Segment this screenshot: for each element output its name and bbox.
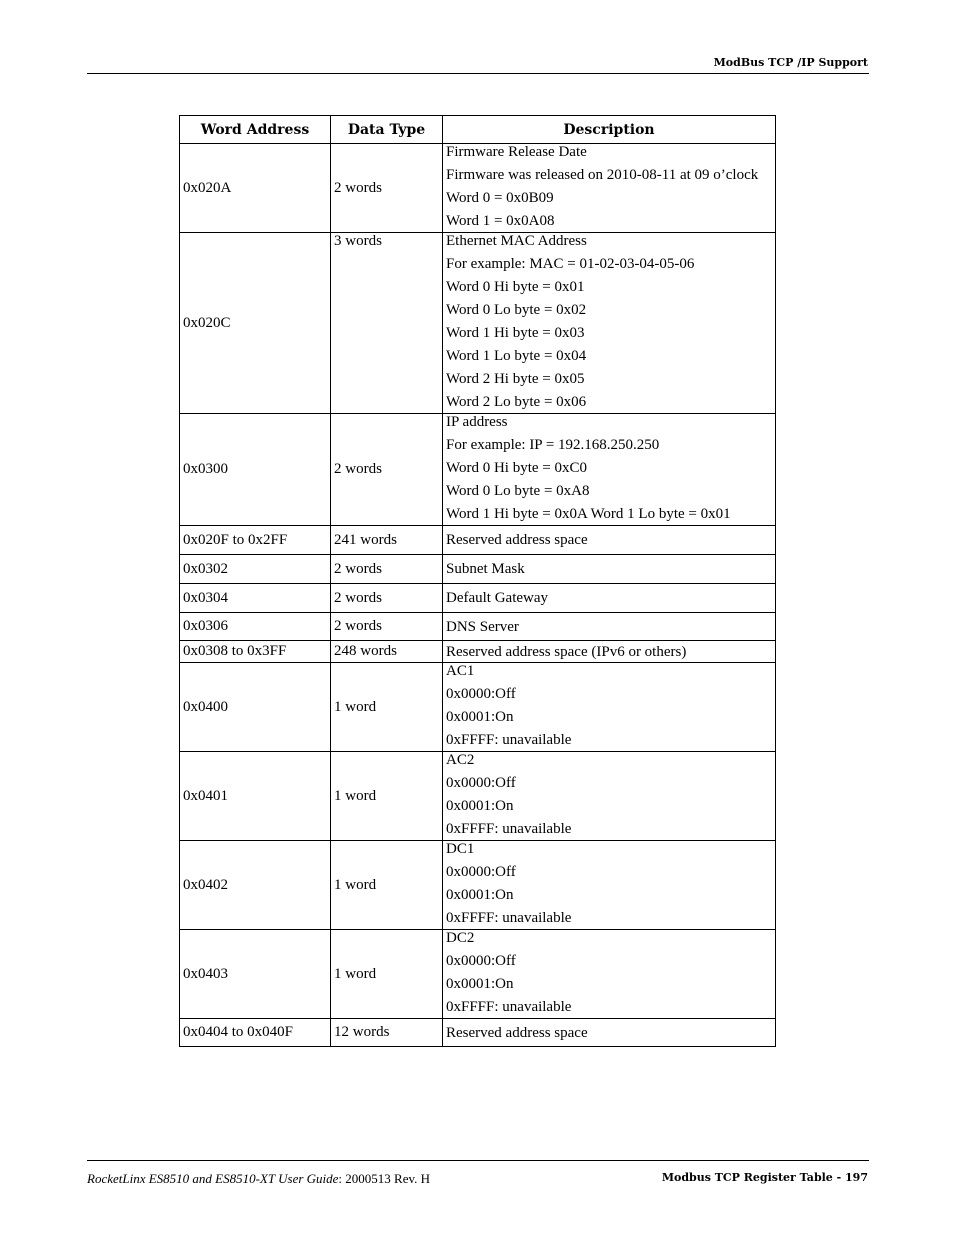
table-row (180, 930, 776, 1019)
header-divider (87, 73, 869, 74)
description-line: Default Gateway (446, 590, 549, 606)
word-address-cell: 0x020F to 0x2FF (180, 526, 331, 555)
description-line: 0x0001:On (446, 976, 514, 992)
footer-doc-number: : 2000513 Rev. H (338, 1171, 431, 1186)
description-line: 0x0000:Off (446, 953, 516, 969)
description-cell (443, 414, 776, 526)
description-cell (443, 613, 776, 641)
description-cell (443, 641, 776, 663)
description-line: Word 2 Hi byte = 0x05 (446, 371, 585, 387)
description-line: 0xFFFF: unavailable (446, 821, 572, 837)
data-type-cell: 2 words (331, 584, 443, 613)
description-line: Reserved address space (IPv6 or others) (446, 643, 687, 660)
description-cell (443, 526, 776, 555)
description-line: 0x0001:On (446, 887, 514, 903)
description-cell (443, 584, 776, 613)
column-header-data-type: Data Type (331, 116, 443, 144)
description-line: Firmware Release Date (446, 144, 587, 160)
description-line: 0x0000:Off (446, 775, 516, 791)
description-line: 0x0000:Off (446, 864, 516, 880)
table-row (180, 613, 776, 641)
table-row (180, 414, 776, 526)
description-line: Word 1 Lo byte = 0x04 (446, 348, 587, 364)
data-type-cell: 248 words (331, 641, 443, 663)
column-header-word-address: Word Address (180, 116, 331, 144)
description-line: Reserved address space (446, 1024, 588, 1041)
description-line: AC1 (446, 663, 475, 679)
description-line: Word 0 Hi byte = 0x01 (446, 279, 585, 295)
description-cell (443, 233, 776, 414)
description-line: DC2 (446, 930, 475, 946)
description-line: DNS Server (446, 618, 519, 635)
data-type-cell: 1 word (331, 930, 443, 1019)
description-line: 0x0000:Off (446, 686, 516, 702)
description-cell (443, 752, 776, 841)
data-type-cell: 2 words (331, 555, 443, 584)
footer-divider (87, 1160, 869, 1161)
description-line: For example: MAC = 01-02-03-04-05-06 (446, 256, 695, 272)
data-type-cell: 1 word (331, 841, 443, 930)
word-address-cell: 0x020A (180, 144, 331, 233)
description-line: AC2 (446, 752, 475, 768)
table-row (180, 663, 776, 752)
description-line: 0xFFFF: unavailable (446, 732, 572, 748)
description-cell (443, 930, 776, 1019)
data-type-cell: 1 word (331, 752, 443, 841)
description-line: Word 0 Lo byte = 0xA8 (446, 483, 590, 499)
description-line: 0xFFFF: unavailable (446, 910, 572, 926)
data-type-cell: 3 words (331, 233, 443, 414)
table-row (180, 233, 776, 414)
data-type-cell: 2 words (331, 414, 443, 526)
word-address-cell: 0x0400 (180, 663, 331, 752)
table-row (180, 144, 776, 233)
table-row (180, 555, 776, 584)
table-row (180, 584, 776, 613)
word-address-cell: 0x020C (180, 233, 331, 414)
description-line: Ethernet MAC Address (446, 233, 587, 249)
description-line: IP address (446, 414, 508, 430)
page-header-title: ModBus TCP /IP Support (713, 56, 868, 69)
word-address-cell: 0x0402 (180, 841, 331, 930)
word-address-cell: 0x0300 (180, 414, 331, 526)
description-line: Word 0 = 0x0B09 (446, 190, 554, 206)
description-line: Reserved address space (446, 532, 588, 548)
word-address-cell: 0x0302 (180, 555, 331, 584)
data-type-cell: 2 words (331, 144, 443, 233)
description-line: Word 0 Lo byte = 0x02 (446, 302, 587, 318)
description-line: DC1 (446, 841, 475, 857)
description-line: Word 1 Hi byte = 0x0A Word 1 Lo byte = 0x01 (446, 506, 731, 522)
table-body (180, 144, 776, 1047)
data-type-cell: 2 words (331, 613, 443, 641)
description-line: Word 1 Hi byte = 0x03 (446, 325, 585, 341)
column-header-description: Description (443, 116, 776, 144)
table-row (180, 1019, 776, 1047)
description-line: 0x0001:On (446, 798, 514, 814)
word-address-cell: 0x0304 (180, 584, 331, 613)
table-row (180, 526, 776, 555)
footer-page-number: Modbus TCP Register Table - 197 (661, 1171, 868, 1184)
table-header-row (180, 116, 776, 144)
word-address-cell: 0x0308 to 0x3FF (180, 641, 331, 663)
description-cell (443, 144, 776, 233)
word-address-cell: 0x0306 (180, 613, 331, 641)
description-line: Subnet Mask (446, 561, 525, 577)
description-line: 0x0001:On (446, 709, 514, 725)
footer-guide-info (87, 1171, 430, 1187)
description-cell (443, 663, 776, 752)
data-type-cell: 12 words (331, 1019, 443, 1047)
description-cell (443, 1019, 776, 1047)
word-address-cell: 0x0404 to 0x040F (180, 1019, 331, 1047)
description-cell (443, 841, 776, 930)
description-line: Word 1 = 0x0A08 (446, 213, 555, 229)
description-line: 0xFFFF: unavailable (446, 999, 572, 1015)
table-row (180, 641, 776, 663)
description-line: Word 0 Hi byte = 0xC0 (446, 460, 587, 476)
register-table (179, 115, 776, 1047)
word-address-cell: 0x0401 (180, 752, 331, 841)
table-row (180, 841, 776, 930)
description-line: For example: IP = 192.168.250.250 (446, 437, 660, 453)
description-line: Firmware was released on 2010-08-11 at 09 o’clock (446, 167, 759, 183)
table-row (180, 752, 776, 841)
description-cell (443, 555, 776, 584)
data-type-cell: 241 words (331, 526, 443, 555)
description-line: Word 2 Lo byte = 0x06 (446, 394, 587, 410)
data-type-cell: 1 word (331, 663, 443, 752)
word-address-cell: 0x0403 (180, 930, 331, 1019)
footer-guide-title: RocketLinx ES8510 and ES8510-XT User Guide (87, 1171, 339, 1186)
